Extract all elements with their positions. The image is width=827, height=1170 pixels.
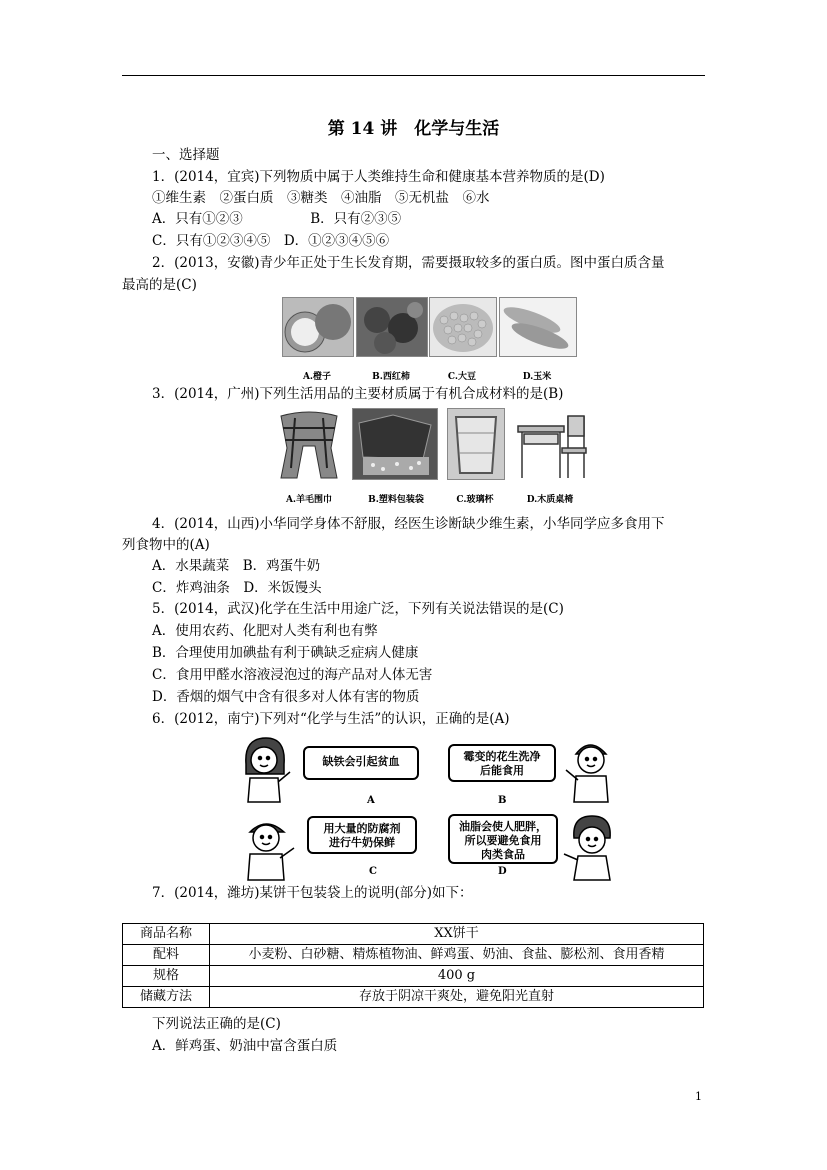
q2-photo-soybean — [429, 297, 497, 357]
q6-boy-figure-b — [560, 734, 620, 804]
q7-after-table: 下列说法正确的是(C) — [152, 1016, 281, 1032]
q4-stem-2: 列食物中的(A) — [122, 537, 210, 553]
table-row — [123, 966, 704, 987]
q7-info-table — [122, 923, 704, 1008]
q6-bubble-b-line-2: 后能食用 — [480, 764, 524, 777]
q2-photo-orange — [282, 297, 354, 357]
q3-caption-d: D.木质桌椅 — [526, 495, 574, 505]
q5-stem: 5．(2014，武汉)化学在生活中用途广泛，下列有关说法错误的是(C) — [152, 601, 564, 617]
q1-stem: 1．(2014，宜宾)下列物质中属于人类维持生命和健康基本营养物质的是(D) — [152, 169, 605, 185]
q1-items: ①维生素 ②蛋白质 ③糖类 ④油脂 ⑤无机盐 ⑥水 — [152, 190, 490, 206]
q2-stem-1: 2．(2013，安徽)青少年正处于生长发育期，需要摄取较多的蛋白质。图中蛋白质含量 — [152, 255, 665, 271]
table-cell-header: 商品名称 — [123, 924, 210, 945]
q4-options-cd: C．炸鸡油条 D．米饭馒头 — [152, 580, 322, 596]
table-cell-header: 规格 — [123, 966, 210, 987]
q7-option-a: A．鲜鸡蛋、奶油中富含蛋白质 — [152, 1038, 338, 1054]
table-cell-header: 配料 — [123, 945, 210, 966]
q3-photo-glass-cup — [447, 408, 505, 480]
q5-option-a: A．使用农药、化肥对人类有利也有弊 — [152, 623, 378, 639]
page-title: 第 14 讲 化学与生活 — [327, 119, 500, 139]
q6-girl-figure — [236, 734, 296, 804]
q6-bubble-d-line-1: 油脂会使人肥胖， — [459, 820, 547, 833]
q6-girl-figure-d — [560, 812, 622, 882]
header-rule — [122, 75, 705, 76]
q4-stem-1: 4．(2014，山西)小华同学身体不舒服，经医生诊断缺少维生素，小华同学应多食用下 — [152, 516, 665, 532]
q6-bubble-a: 缺铁会引起贫血 — [303, 746, 419, 780]
q6-label-d: D — [498, 866, 507, 877]
q5-option-b: B．合理使用加碘盐有利于碘缺乏症病人健康 — [152, 645, 419, 661]
q2-caption-b: B.西红柿 — [372, 372, 410, 382]
q3-caption-a: A.羊毛围巾 — [285, 495, 333, 505]
q2-caption-c: C.大豆 — [447, 372, 477, 382]
q6-label-b: B — [498, 795, 507, 806]
q6-label-a: A — [367, 795, 375, 806]
q6-bubble-c-line-2: 进行牛奶保鲜 — [329, 836, 395, 849]
q6-bubble-b-line-1: 霉变的花生洗净 — [463, 750, 541, 763]
q6-bubble-c — [307, 816, 417, 854]
page-number: 1 — [695, 1090, 702, 1103]
q5-option-d: D．香烟的烟气中含有很多对人体有害的物质 — [152, 689, 420, 705]
q6-stem: 6．(2012，南宁)下列对“化学与生活”的认识，正确的是(A) — [152, 711, 510, 727]
q6-boy-figure-c — [236, 812, 298, 882]
table-row — [123, 945, 704, 966]
table-row — [123, 924, 704, 945]
q3-photo-plastic-bag — [352, 408, 438, 480]
q2-photo-tomato — [356, 297, 428, 357]
table-row — [123, 987, 704, 1008]
q2-caption-d: D.玉米 — [522, 372, 552, 382]
table-cell-value: 小麦粉、白砂糖、精炼植物油、鲜鸡蛋、奶油、食盐、膨松剂、食用香精 — [210, 945, 704, 966]
q3-stem: 3．(2014，广州)下列生活用品的主要材质属于有机合成材料的是(B) — [152, 386, 564, 402]
q6-label-c: C — [369, 866, 377, 877]
q3-caption-b: B.塑料包装袋 — [368, 495, 424, 505]
q4-options-ab: A．水果蔬菜 B．鸡蛋牛奶 — [152, 558, 321, 574]
q2-stem-2: 最高的是(C) — [122, 277, 197, 293]
q2-caption-a: A.橙子 — [302, 372, 332, 382]
q6-bubble-b — [448, 744, 556, 782]
q6-bubble-d-line-2: 所以要避免食用 — [464, 834, 542, 847]
q7-stem: 7．(2014，潍坊)某饼干包装袋上的说明(部分)如下： — [152, 885, 473, 901]
q6-bubble-d — [448, 814, 558, 864]
q5-option-c: C．食用甲醛水溶液浸泡过的海产品对人体无害 — [152, 667, 433, 683]
q6-bubble-c-line-1: 用大量的防腐剂 — [323, 822, 401, 835]
q6-bubble-d-line-3: 肉类食品 — [481, 848, 525, 861]
table-cell-value: 400 g — [210, 966, 704, 987]
q3-caption-c: C.玻璃杯 — [456, 495, 494, 505]
table-cell-value: 存放于阴凉干爽处，避免阳光直射 — [210, 987, 704, 1008]
section-heading: 一、选择题 — [152, 147, 220, 163]
table-cell-value: XX饼干 — [210, 924, 704, 945]
q3-photo-scarf — [271, 408, 347, 480]
q2-photo-corn — [499, 297, 577, 357]
q1-options-ab: A．只有①②③ B．只有②③⑤ — [152, 211, 402, 227]
q1-options-cd: C．只有①②③④⑤ D．①②③④⑤⑥ — [152, 233, 390, 249]
table-cell-header: 储藏方法 — [123, 987, 210, 1008]
q3-photo-desk-chair — [512, 408, 588, 480]
